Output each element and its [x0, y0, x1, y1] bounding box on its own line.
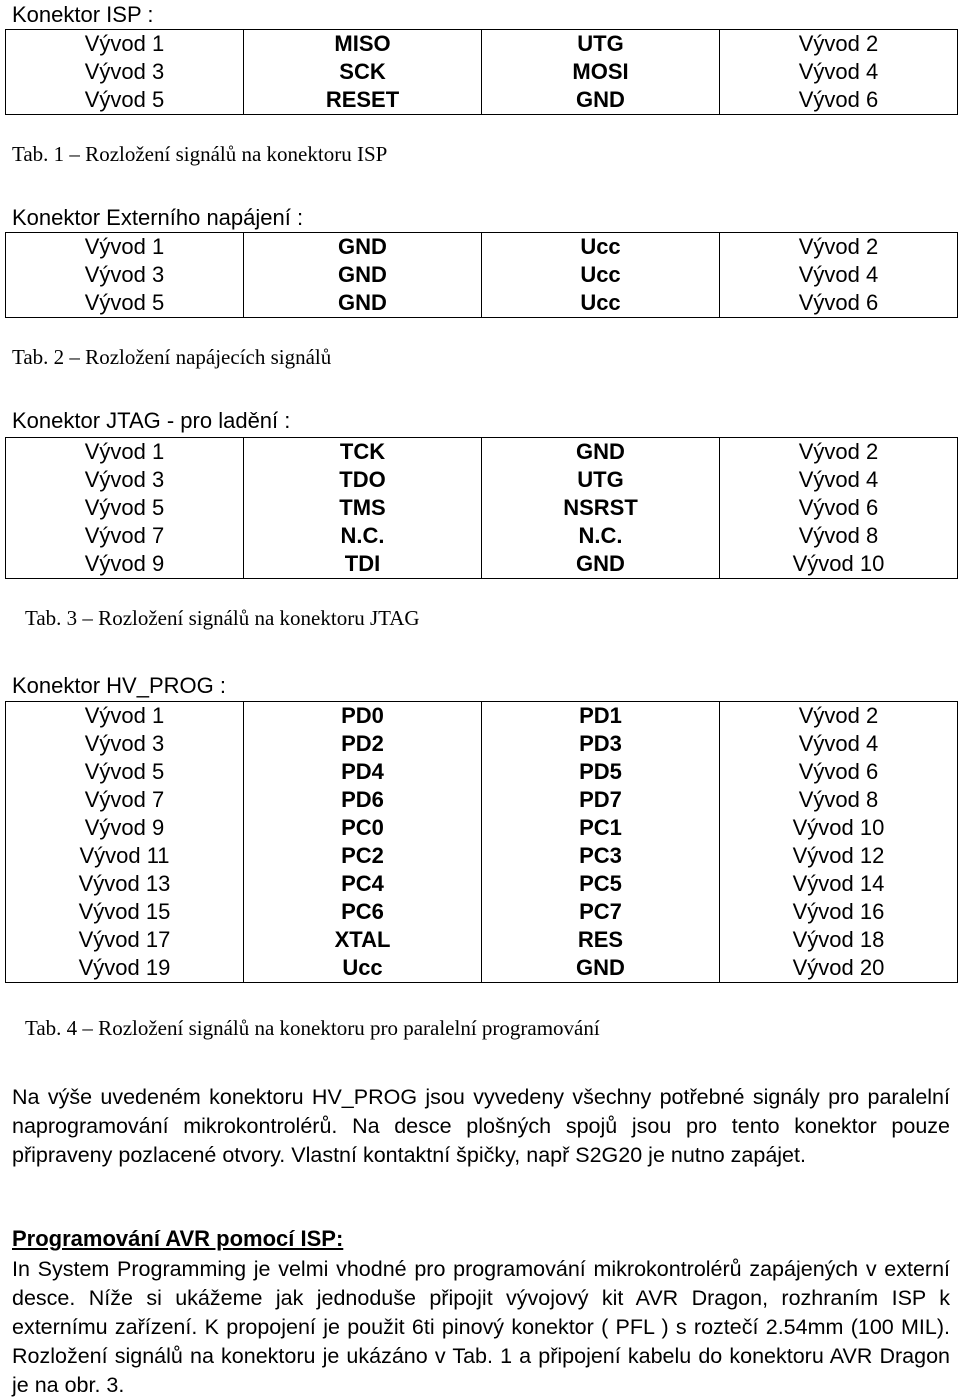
power-pin-table	[5, 232, 958, 318]
table-row	[6, 926, 958, 954]
signal-cell: UTG	[482, 30, 720, 59]
pin-cell: Vývod 1	[6, 438, 244, 467]
table-row	[6, 786, 958, 814]
pin-cell: Vývod 12	[720, 842, 958, 870]
signal-cell: TDI	[244, 550, 482, 579]
table-row	[6, 522, 958, 550]
signal-cell: SCK	[244, 58, 482, 86]
signal-cell: PD2	[244, 730, 482, 758]
pin-cell: Vývod 3	[6, 466, 244, 494]
hvprog-description: Na výše uvedeném konektoru HV_PROG jsou vyvedeny všechny potřebné signály pro paralelní naprogramování mikrokontrolérů. Na desce plošných spojů jsou pro tento konektor pouze připraveny pozlacené otvory. Vlastní kontaktní špičky, např S2G20 je nutno zapájet.	[12, 1085, 950, 1167]
signal-cell: PC1	[482, 814, 720, 842]
pin-cell: Vývod 1	[6, 702, 244, 731]
signal-cell: GND	[244, 289, 482, 318]
pin-cell: Vývod 10	[720, 550, 958, 579]
hvprog-pin-table	[5, 701, 958, 983]
signal-cell: UTG	[482, 466, 720, 494]
pin-cell: Vývod 9	[6, 550, 244, 579]
signal-cell: N.C.	[482, 522, 720, 550]
table-row	[6, 466, 958, 494]
pin-cell: Vývod 2	[720, 438, 958, 467]
table-row	[6, 814, 958, 842]
signal-cell: XTAL	[244, 926, 482, 954]
table-row	[6, 954, 958, 983]
signal-cell: TMS	[244, 494, 482, 522]
signal-cell: N.C.	[244, 522, 482, 550]
pin-cell: Vývod 4	[720, 58, 958, 86]
signal-cell: PD1	[482, 702, 720, 731]
pin-cell: Vývod 7	[6, 522, 244, 550]
pin-cell: Vývod 3	[6, 261, 244, 289]
signal-cell: PD3	[482, 730, 720, 758]
signal-cell: GND	[482, 86, 720, 115]
signal-cell: RESET	[244, 86, 482, 115]
jtag-pin-table	[5, 437, 958, 579]
signal-cell: PC4	[244, 870, 482, 898]
table-row	[6, 730, 958, 758]
pin-cell: Vývod 11	[6, 842, 244, 870]
pin-cell: Vývod 4	[720, 466, 958, 494]
pin-cell: Vývod 15	[6, 898, 244, 926]
signal-cell: RES	[482, 926, 720, 954]
signal-cell: PD4	[244, 758, 482, 786]
table-row	[6, 58, 958, 86]
table-row	[6, 86, 958, 115]
table-row	[6, 702, 958, 731]
power-heading: Konektor Externího napájení :	[12, 205, 304, 230]
signal-cell: PD0	[244, 702, 482, 731]
signal-cell: GND	[244, 233, 482, 262]
pin-cell: Vývod 16	[720, 898, 958, 926]
pin-cell: Vývod 7	[6, 786, 244, 814]
pin-cell: Vývod 1	[6, 233, 244, 262]
pin-cell: Vývod 6	[720, 758, 958, 786]
pin-cell: Vývod 1	[6, 30, 244, 59]
pin-cell: Vývod 4	[720, 261, 958, 289]
signal-cell: Ucc	[482, 233, 720, 262]
pin-cell: Vývod 5	[6, 758, 244, 786]
table-row	[6, 233, 958, 262]
pin-cell: Vývod 3	[6, 730, 244, 758]
signal-cell: Ucc	[244, 954, 482, 983]
table-row	[6, 758, 958, 786]
pin-cell: Vývod 6	[720, 86, 958, 115]
signal-cell: NSRST	[482, 494, 720, 522]
pin-cell: Vývod 19	[6, 954, 244, 983]
signal-cell: TCK	[244, 438, 482, 467]
signal-cell: PD6	[244, 786, 482, 814]
signal-cell: Ucc	[482, 289, 720, 318]
pin-cell: Vývod 10	[720, 814, 958, 842]
pin-cell: Vývod 14	[720, 870, 958, 898]
table-row	[6, 261, 958, 289]
signal-cell: PC2	[244, 842, 482, 870]
isp-pin-table	[5, 29, 958, 115]
signal-cell: TDO	[244, 466, 482, 494]
pin-cell: Vývod 5	[6, 289, 244, 318]
table-row	[6, 289, 958, 318]
signal-cell: PC7	[482, 898, 720, 926]
pin-cell: Vývod 20	[720, 954, 958, 983]
pin-cell: Vývod 5	[6, 86, 244, 115]
table-row	[6, 30, 958, 59]
pin-cell: Vývod 8	[720, 786, 958, 814]
signal-cell: PD7	[482, 786, 720, 814]
pin-cell: Vývod 18	[720, 926, 958, 954]
isp-table-caption: Tab. 1 – Rozložení signálů na konektoru ISP	[12, 142, 388, 166]
signal-cell: MOSI	[482, 58, 720, 86]
signal-cell: GND	[482, 550, 720, 579]
pin-cell: Vývod 2	[720, 233, 958, 262]
table-row	[6, 870, 958, 898]
signal-cell: GND	[244, 261, 482, 289]
table-row	[6, 438, 958, 467]
pin-cell: Vývod 13	[6, 870, 244, 898]
table-row	[6, 898, 958, 926]
signal-cell: MISO	[244, 30, 482, 59]
signal-cell: GND	[482, 438, 720, 467]
hvprog-heading: Konektor HV_PROG :	[12, 673, 226, 698]
table-row	[6, 494, 958, 522]
signal-cell: PD5	[482, 758, 720, 786]
jtag-heading: Konektor JTAG - pro ladění :	[12, 408, 291, 433]
signal-cell: GND	[482, 954, 720, 983]
pin-cell: Vývod 3	[6, 58, 244, 86]
power-table-caption: Tab. 2 – Rozložení napájecích signálů	[12, 345, 332, 369]
pin-cell: Vývod 6	[720, 494, 958, 522]
jtag-table-caption: Tab. 3 – Rozložení signálů na konektoru JTAG	[25, 606, 420, 630]
isp-heading: Konektor ISP :	[12, 2, 154, 27]
signal-cell: PC6	[244, 898, 482, 926]
pin-cell: Vývod 4	[720, 730, 958, 758]
table-row	[6, 550, 958, 579]
signal-cell: Ucc	[482, 261, 720, 289]
pin-cell: Vývod 9	[6, 814, 244, 842]
isp-programming-text: In System Programming je velmi vhodné pro programování mikrokontrolérů zapájených v externí desce. Níže si ukážeme jak jednoduše připojit vývojový kit AVR Dragon, rozhraním ISP k externímu zařízení. K propojení je použit 6ti pinový konektor ( PFL ) s roztečí 2.54mm (100 MIL). Rozložení signálů na konektoru je ukázáno v Tab. 1 a připojení kabelu do konektoru AVR Dragon je na obr. 3.	[12, 1257, 950, 1397]
table-row	[6, 842, 958, 870]
isp-programming-title: Programování AVR pomocí ISP:	[12, 1226, 344, 1251]
pin-cell: Vývod 5	[6, 494, 244, 522]
pin-cell: Vývod 6	[720, 289, 958, 318]
pin-cell: Vývod 17	[6, 926, 244, 954]
pin-cell: Vývod 8	[720, 522, 958, 550]
signal-cell: PC3	[482, 842, 720, 870]
hvprog-table-caption: Tab. 4 – Rozložení signálů na konektoru pro paralelní programování	[25, 1016, 600, 1040]
signal-cell: PC5	[482, 870, 720, 898]
pin-cell: Vývod 2	[720, 30, 958, 59]
pin-cell: Vývod 2	[720, 702, 958, 731]
signal-cell: PC0	[244, 814, 482, 842]
